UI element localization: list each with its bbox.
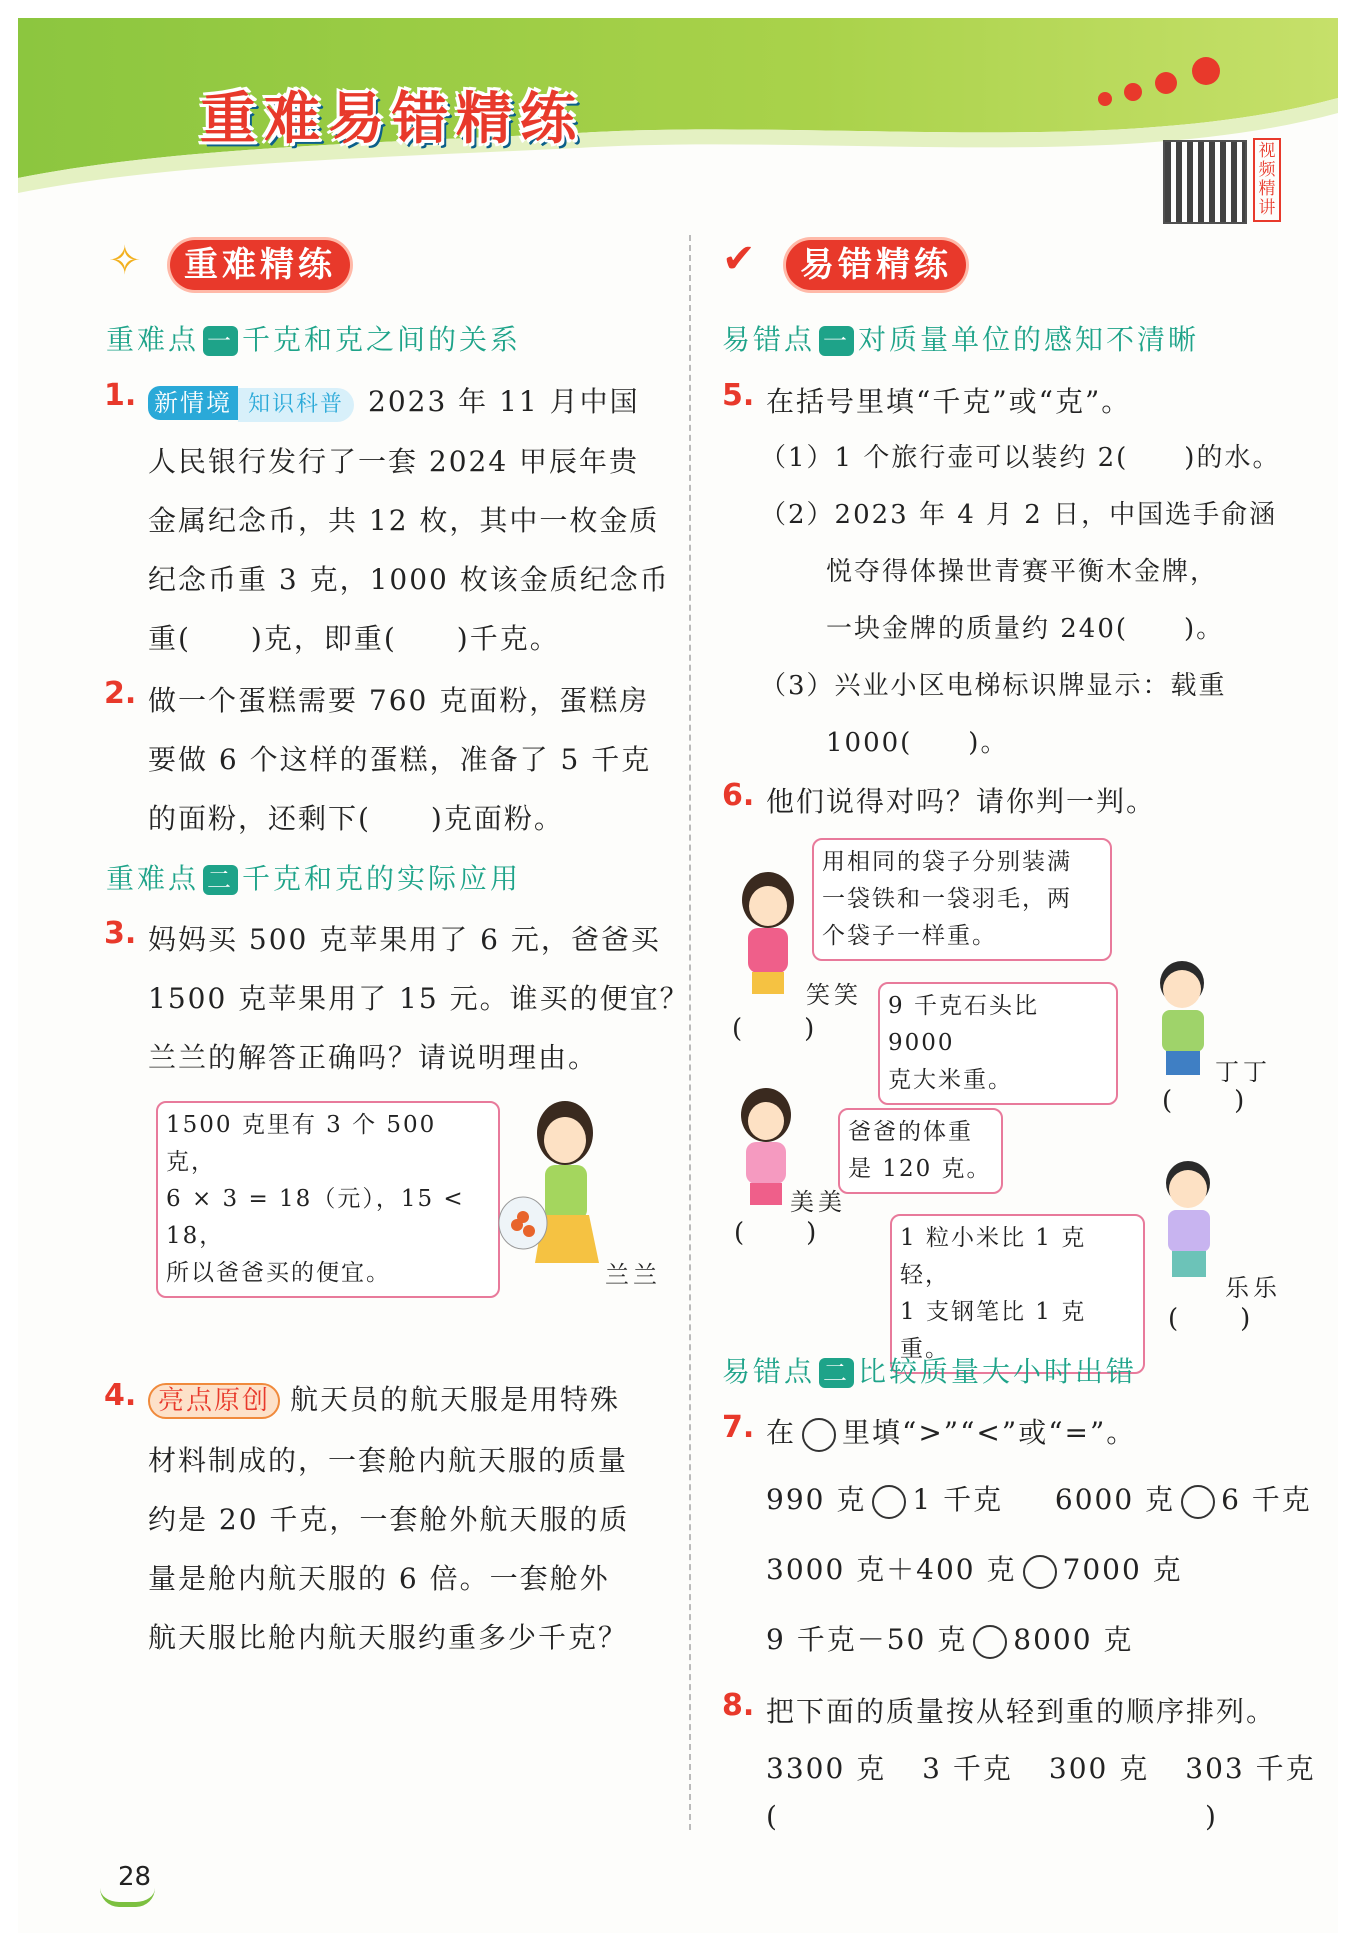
question-number: 7.: [722, 1410, 755, 1445]
point-number: 一: [819, 326, 854, 356]
question-text: 约是 20 千克，一套舱外航天服的质: [148, 1503, 630, 1536]
q1-line-1: [148, 380, 640, 422]
compare-row-2: [766, 1548, 1183, 1589]
tag-new-scenario: 新情境: [148, 386, 238, 420]
mass-item: 3300 克: [766, 1752, 887, 1785]
answer-parentheses[interactable]: ( ): [1162, 1086, 1263, 1116]
point-text: 千克和克的实际应用: [242, 862, 522, 895]
question-title: 他们说得对吗？请你判一判。: [766, 785, 1157, 818]
section-badge-error: 易错精练: [786, 240, 966, 290]
compare-value: 990 克: [766, 1483, 867, 1516]
character-name: 乐乐: [1225, 1274, 1281, 1302]
qr-code[interactable]: [1163, 140, 1247, 224]
question-text: 重( )克，即重( )千克。: [148, 622, 560, 655]
question-text: 妈妈买 500 克苹果用了 6 元，爸爸买: [148, 923, 661, 956]
speech-bubble: [812, 838, 1112, 961]
compare-value: 3000 克＋400 克: [766, 1553, 1017, 1586]
answer-parentheses[interactable]: ( ): [1168, 1304, 1269, 1334]
compare-value: 8000 克: [1013, 1623, 1134, 1656]
girl-xiaoxiao-illustration: [728, 870, 808, 1000]
question-text: 做一个蛋糕需要 760 克面粉，蛋糕房: [148, 684, 650, 717]
question-text: 人民银行发行了一套 2024 甲辰年贵: [148, 445, 640, 478]
mass-items: [766, 1747, 1316, 1787]
error-point-2: [722, 1350, 1137, 1390]
compare-value: 1 千克: [912, 1483, 1004, 1516]
page-title: 重难易错精练: [200, 87, 584, 152]
key-point-2: [106, 857, 521, 897]
question-number: 3.: [104, 916, 137, 951]
bubble-line: 用相同的袋子分别装满: [822, 849, 1072, 875]
bubble-line: 9 千克石头比 9000: [888, 993, 1039, 1056]
character-name: 兰兰: [605, 1261, 661, 1289]
speech-bubble: [878, 982, 1118, 1105]
question-text: 悦夺得体操世青赛平衡木金牌，: [826, 557, 1219, 587]
character-name: 美美: [790, 1188, 846, 1216]
tag-science: 知识科普: [238, 388, 354, 422]
circle-icon: [802, 1418, 836, 1452]
bubble-line: 所以爸爸买的便宜。: [166, 1260, 391, 1286]
question-number: 5.: [722, 378, 755, 413]
boy-dingding-illustration: [1140, 955, 1220, 1080]
section-badge-key: 重难精练: [170, 240, 350, 290]
error-point-1: [722, 318, 1199, 358]
point-prefix: 重难点: [106, 862, 200, 895]
question-number: 1.: [104, 378, 137, 413]
girl-lanlan-illustration: [495, 1095, 620, 1270]
compare-row-1: [766, 1478, 1312, 1519]
point-prefix: 重难点: [106, 323, 200, 356]
bubble-line: 个袋子一样重。: [822, 923, 997, 949]
q4-line-1: [148, 1378, 620, 1419]
question-number: 6.: [722, 778, 755, 813]
bubble-line: 爸爸的体重: [848, 1119, 973, 1145]
mass-item: 300 克: [1048, 1752, 1150, 1785]
compare-circle[interactable]: [973, 1625, 1007, 1659]
speech-bubble: [156, 1101, 500, 1298]
compare-value: 6 千克: [1221, 1483, 1312, 1516]
question-text: （2）2023 年 4 月 2 日，中国选手俞涵: [760, 500, 1278, 530]
bubble-line: 是 120 克。: [848, 1156, 992, 1182]
point-text: 比较质量大小时出错: [858, 1355, 1138, 1388]
bubble-line: 1 支钢笔比 1 克重。: [900, 1299, 1087, 1362]
decor-dot: [1192, 57, 1220, 85]
point-text: 对质量单位的感知不清晰: [858, 323, 1200, 356]
bubble-line: 克大米重。: [888, 1067, 1013, 1093]
bubble-line: 一袋铁和一袋羽毛，两: [822, 886, 1072, 912]
boy-lele-illustration: [1148, 1155, 1226, 1283]
compare-circle[interactable]: [1023, 1555, 1057, 1589]
question-text: 1500 克苹果用了 15 元。谁买的便宜？: [148, 982, 690, 1015]
compare-value: 6000 克: [1054, 1483, 1176, 1516]
tag-original: 亮点原创: [148, 1383, 280, 1419]
compare-value: 7000 克: [1062, 1553, 1183, 1586]
answer-parentheses[interactable]: ( ): [732, 1014, 833, 1044]
question-number: 4.: [104, 1378, 137, 1413]
question-text: 1000( )。: [826, 728, 1009, 758]
question-text: 纪念币重 3 克，1000 枚该金质纪念币: [148, 563, 670, 596]
question-text: （3）兴业小区电梯标识牌显示：载重: [760, 671, 1227, 701]
question-text: 材料制成的，一套舱内航天服的质量: [148, 1444, 629, 1477]
character-name: 笑笑: [806, 981, 862, 1009]
compare-circle[interactable]: [872, 1485, 906, 1519]
bubble-line: 1 粒小米比 1 克轻，: [900, 1225, 1087, 1288]
bubble-line: 6 × 3 = 18（元），15 < 18，: [166, 1186, 465, 1249]
question-title: [766, 1411, 1136, 1452]
mass-item: 303 千克: [1185, 1752, 1316, 1785]
question-number: 8.: [722, 1688, 755, 1723]
title-part: 在: [766, 1416, 797, 1449]
question-text: （1）1 个旅行壶可以装约 2( )的水。: [760, 443, 1281, 473]
question-text: 金属纪念币，共 12 枚，其中一枚金质: [148, 504, 660, 537]
question-text: 航天服比舱内航天服约重多少千克？: [148, 1621, 629, 1654]
key-point-1: [106, 318, 521, 358]
point-number: 二: [819, 1358, 854, 1388]
point-prefix: 易错点: [722, 323, 816, 356]
star-icon: ✧: [108, 238, 142, 284]
point-number: 一: [203, 326, 238, 356]
answer-open-paren[interactable]: (: [766, 1800, 779, 1833]
point-number: 二: [203, 865, 238, 895]
character-name: 丁丁: [1215, 1058, 1271, 1086]
question-text: 量是舱内航天服的 6 倍。一套舱外: [148, 1562, 610, 1595]
speech-bubble: [838, 1108, 1003, 1194]
mass-item: 3 千克: [922, 1752, 1013, 1785]
page-number: 28: [118, 1862, 152, 1892]
checkmark-icon: ✔: [722, 236, 756, 282]
question-text: 兰兰的解答正确吗？请说明理由。: [148, 1041, 599, 1074]
compare-value: 9 千克－50 克: [766, 1623, 968, 1656]
bubble-line: 1500 克里有 3 个 500 克，: [166, 1112, 437, 1175]
compare-circle[interactable]: [1181, 1485, 1215, 1519]
decor-dot: [1124, 83, 1142, 101]
answer-close-paren[interactable]: ): [1205, 1800, 1218, 1833]
question-title: 在括号里填“千克”或“克”。: [766, 385, 1132, 418]
question-text: 要做 6 个这样的蛋糕，准备了 5 千克: [148, 743, 652, 776]
qr-label: 视频精讲: [1253, 138, 1281, 222]
question-text: 的面粉，还剩下( )克面粉。: [148, 802, 564, 835]
point-text: 千克和克之间的关系: [242, 323, 522, 356]
decor-dot: [1098, 92, 1112, 106]
question-title: 把下面的质量按从轻到重的顺序排列。: [766, 1695, 1277, 1728]
question-number: 2.: [104, 676, 137, 711]
column-divider: [689, 235, 691, 1830]
point-prefix: 易错点: [722, 1355, 816, 1388]
compare-row-3: [766, 1618, 1133, 1659]
decor-dot: [1155, 72, 1177, 94]
answer-parentheses[interactable]: ( ): [734, 1218, 835, 1248]
question-text: 航天员的航天服是用特殊: [290, 1383, 621, 1416]
question-text: 2023 年 11 月中国: [368, 385, 640, 418]
question-text: 一块金牌的质量约 240( )。: [826, 614, 1225, 644]
title-part: 里填“>”“<”或“=”。: [842, 1416, 1137, 1449]
